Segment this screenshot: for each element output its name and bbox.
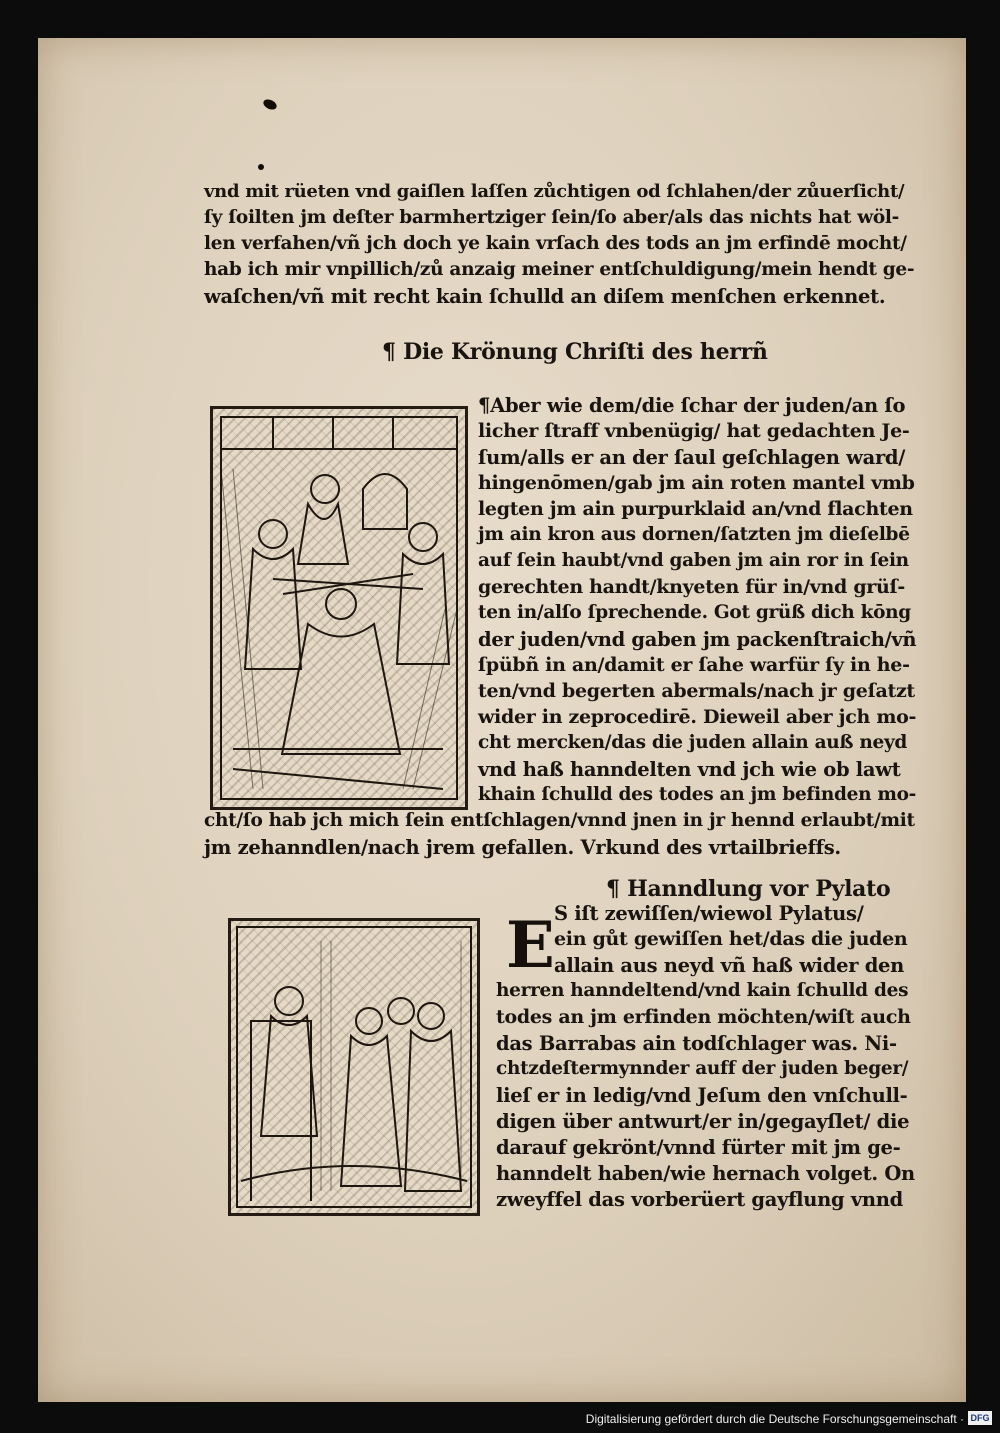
- text-line: hab ich mir vnpillich/zů anzaig meiner entſchuldigung/mein hendt ge-: [204, 259, 915, 280]
- text-line: vnd mit rüeten vnd gaiſlen laſſen zůchtigen od ſchlahen/der zůuerſicht/: [204, 181, 905, 202]
- ink-speck: [262, 97, 278, 111]
- text-line: waſchen/vñ mit recht kain ſchulld an diſem menſchen erkennet.: [204, 285, 886, 308]
- text-line: ten/vnd begerten abermals/nach jr geſatzt: [478, 680, 915, 702]
- text-line: auf ſein haubt/vnd gaben jm ain ror in ſein: [478, 550, 909, 571]
- section-heading-text: Die Krönung Chriſti des herrñ: [403, 339, 768, 365]
- text-line: vnd haß hanndelten vnd jch wie ob lawt: [478, 758, 901, 781]
- section-heading: [382, 341, 768, 363]
- section-heading-text: Hanndlung vor Pylato: [627, 876, 891, 902]
- text-line: S iſt zewiſſen/wiewol Pylatus/: [554, 902, 864, 925]
- text-line: ſum/alls er an der ſaul geſchlagen ward/: [478, 446, 906, 469]
- text-line: ten in/alſo ſprechende. Got grüß dich kōng: [478, 602, 911, 623]
- text-line: lieſ er in ledig/vnd Jeſum den vnſchull-: [496, 1084, 908, 1107]
- text-line: hanndelt haben/wie hernach volget. On: [496, 1162, 915, 1185]
- text-line: jm zehanndlen/nach jrem gefallen. Vrkund des vrtailbrieffs.: [204, 836, 841, 859]
- pilcrow-icon: ¶: [382, 339, 396, 365]
- text-line: darauf gekrönt/vnnd fürter mit jm ge-: [496, 1136, 901, 1159]
- footer-credit: Digitalisierung gefördert durch die Deutsche Forschungsgemeinschaft ·: [585, 1412, 964, 1426]
- text-line: das Barrabas ain todſchlager was. Ni-: [496, 1032, 897, 1055]
- ink-speck: [258, 164, 264, 170]
- decorated-initial: E: [506, 908, 555, 983]
- text-line: khain ſchulld des todes an jm befinden mo-: [478, 784, 917, 805]
- text-line: len verfahen/vñ jch doch ye kain vrſach des tods an jm erfindē mocht/: [204, 233, 907, 254]
- pilcrow-icon: ¶: [606, 876, 620, 902]
- text-line: ¶Aber wie dem/die ſchar der juden/an ſo: [478, 394, 906, 417]
- woodcut-pilate-illustration: [228, 918, 480, 1216]
- text-line: jm ain kron aus dornen/ſatzten jm dieſelbē: [478, 524, 910, 545]
- text-line: licher ſtraff vnbenügig/ hat gedachten Je-: [478, 420, 910, 442]
- text-line: allain aus neyd vñ haß wider den: [554, 954, 905, 977]
- text-line: herren hanndeltend/vnd kain ſchulld des: [496, 980, 909, 1001]
- text-line: digen über antwurt/er in/gegayſlet/ die: [496, 1110, 910, 1133]
- text-line: cht/ſo hab jch mich ſein entſchlagen/vnnd jnen in jr hennd erlaubt/mit: [204, 810, 915, 831]
- text-line: ſpübñ in an/damit er ſahe warfür ſy in he-: [478, 654, 910, 676]
- text-line: zweyffel das vorberüert gayflung vnnd: [496, 1188, 903, 1211]
- text-line: todes an jm erfinden möchten/wiſt auch: [496, 1006, 911, 1028]
- woodcut-crowning-illustration: [210, 406, 468, 810]
- text-line: wider in zeprocedirē. Dieweil aber jch mo-: [478, 706, 917, 728]
- scanned-page: [38, 38, 966, 1402]
- dfg-logo-icon: DFG: [968, 1411, 992, 1425]
- text-line: gerechten handt/knyeten für in/vnd grüſ-: [478, 576, 905, 598]
- text-line: hingenōmen/gab jm ain roten mantel vmb: [478, 472, 915, 494]
- section-heading: [606, 878, 890, 900]
- pilcrow-icon: ¶: [478, 394, 491, 417]
- text-line: der juden/vnd gaben jm packenſtraich/vñ: [478, 628, 917, 651]
- text-line: cht mercken/das die juden allain auß neyd: [478, 732, 908, 753]
- text-line: legten jm ain purpurklaid an/vnd flachten: [478, 498, 913, 520]
- text-line: ein gůt gewiſſen het/das die juden: [554, 928, 908, 950]
- text-line: chtzdeſtermynnder auff der juden beger/: [496, 1058, 909, 1079]
- text-line: ſy ſoilten jm deſter barmhertziger ſein/ſo aber/als das nichts hat wöl-: [204, 207, 900, 228]
